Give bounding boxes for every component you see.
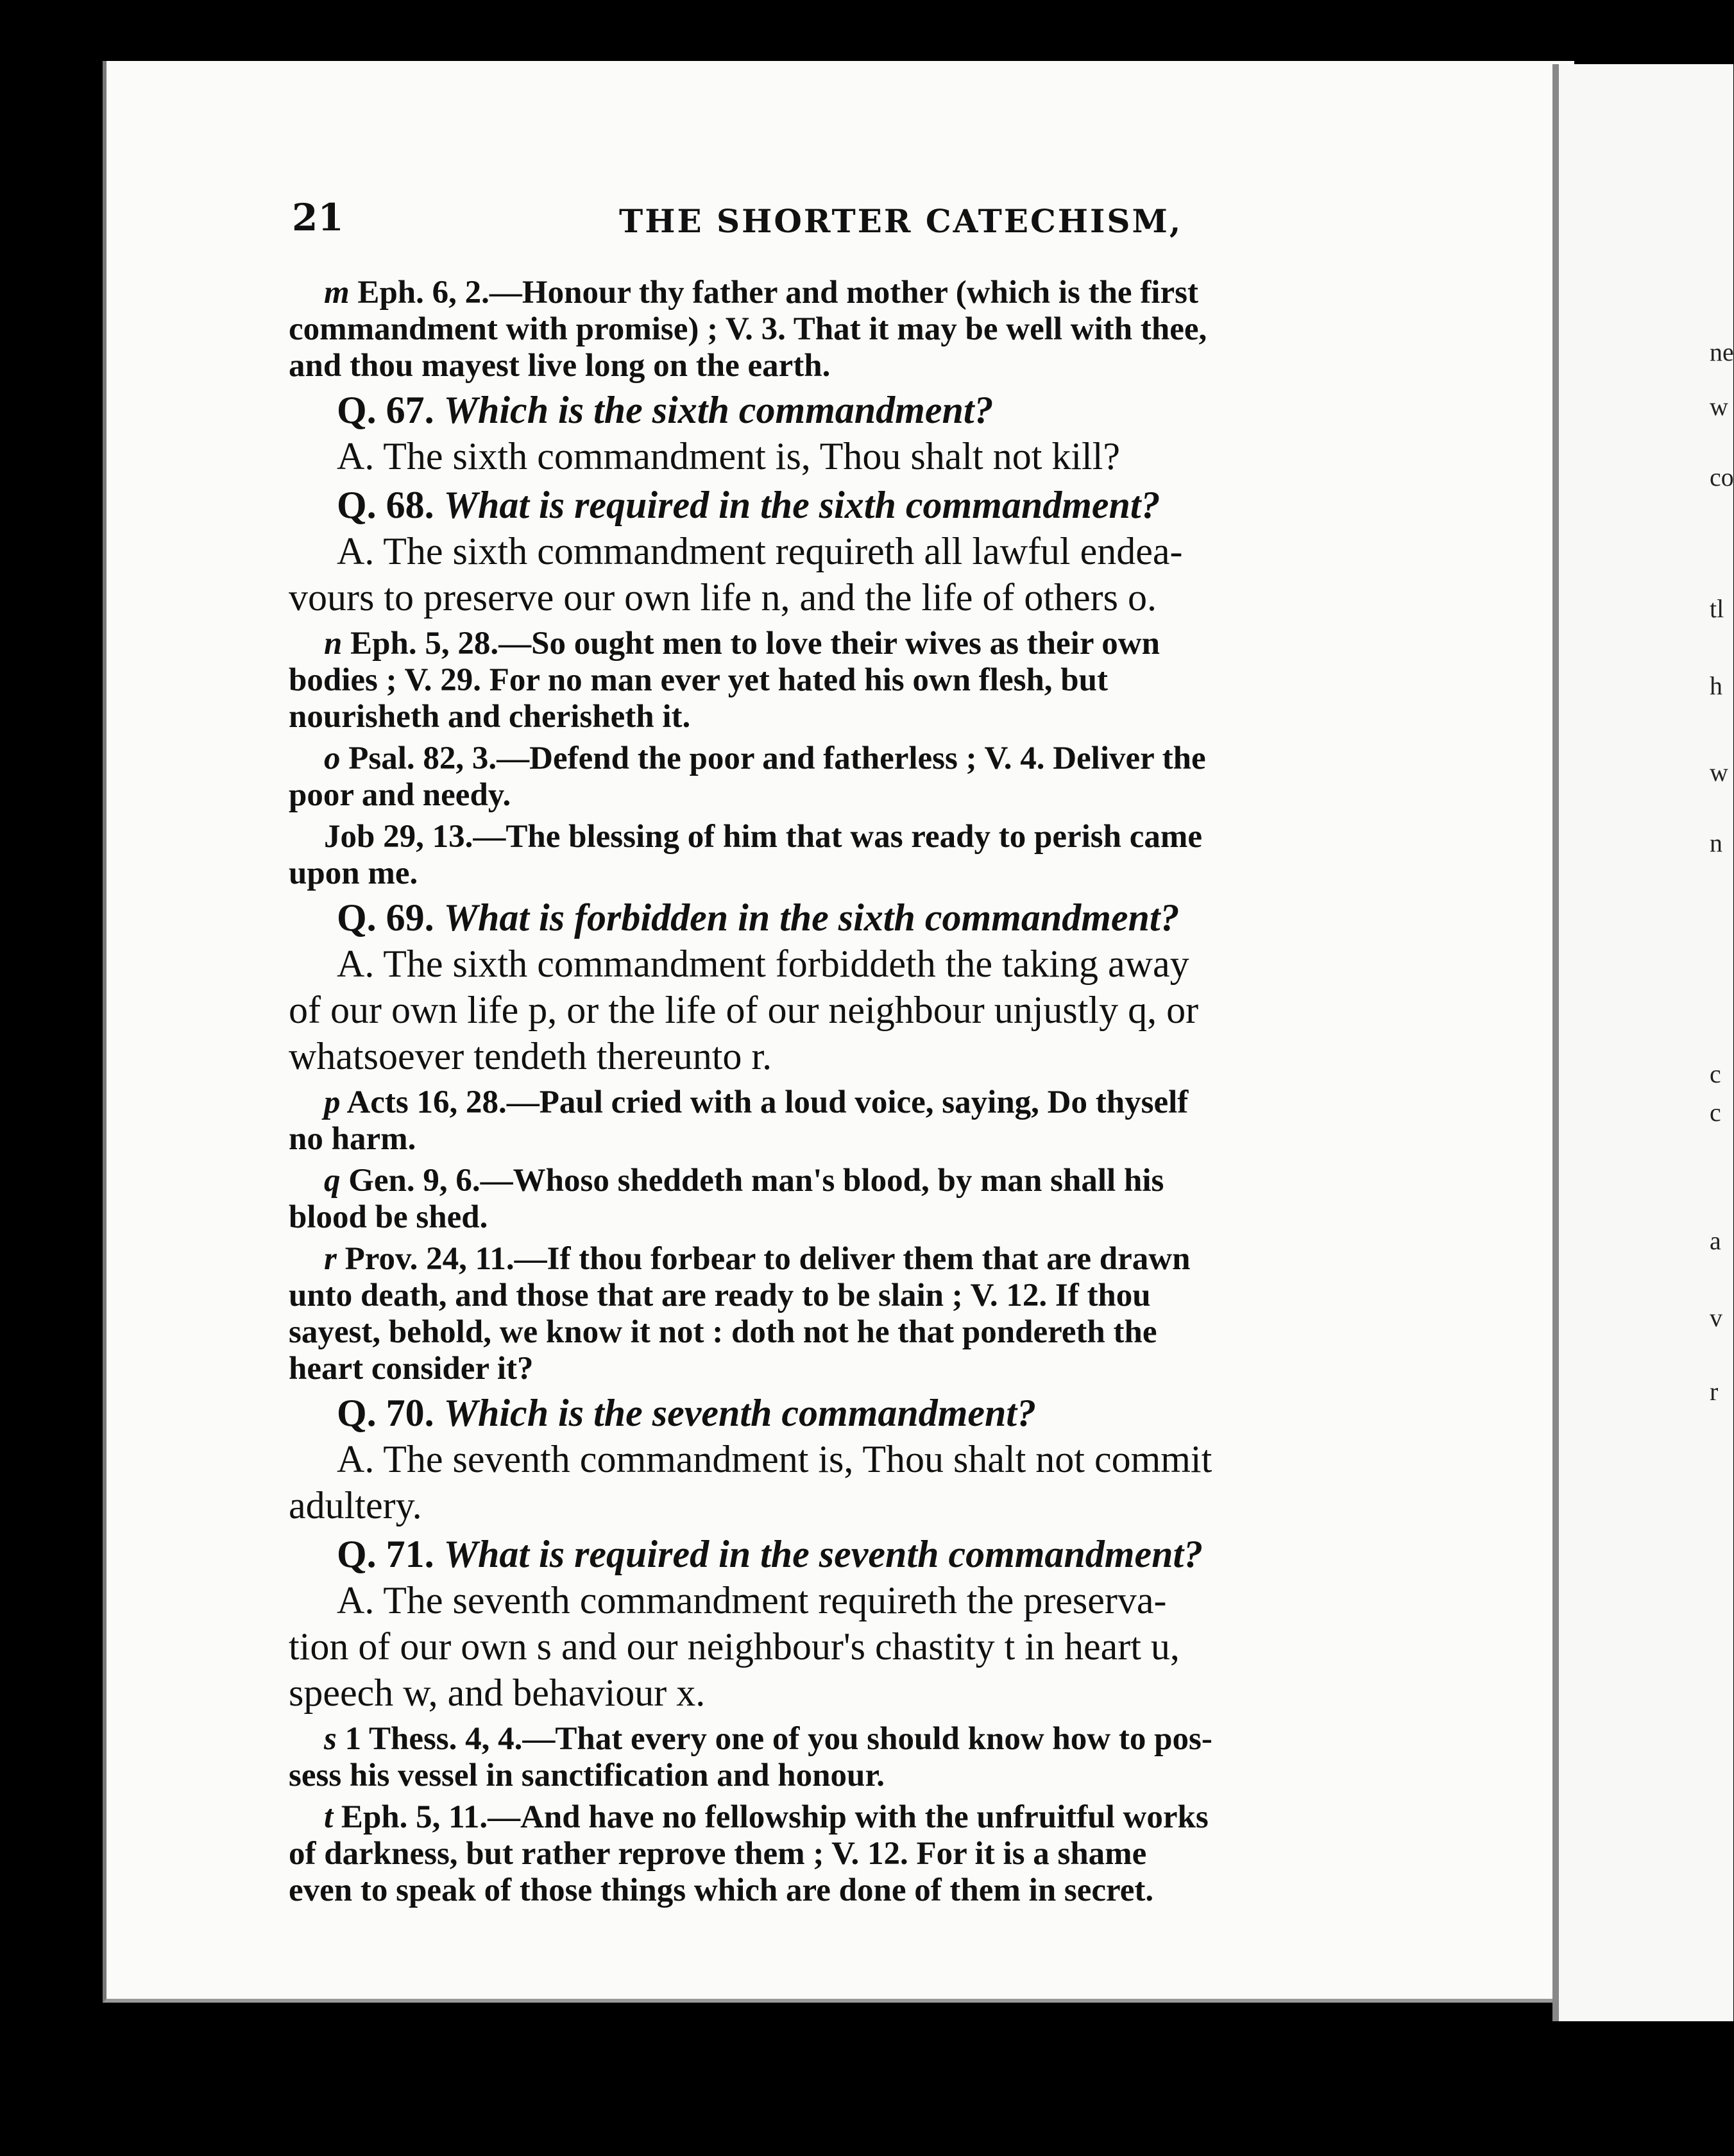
answer-line: vours to preserve our own life n, and the life of others o. bbox=[289, 576, 1157, 619]
proof-line: heart consider it? bbox=[289, 1351, 534, 1387]
proof-letter: n bbox=[324, 626, 343, 662]
edge-fragment: r bbox=[1710, 1377, 1719, 1406]
proof-line: unto death, and those that are ready to be slain ; V. 12. If thou bbox=[289, 1278, 1151, 1313]
question-number: Q. 68. bbox=[337, 484, 434, 526]
scripture-proof bbox=[289, 1084, 1427, 1158]
answer-line: whatsoever tendeth thereunto r. bbox=[289, 1035, 772, 1077]
scripture-proof bbox=[289, 819, 1427, 892]
proof-line: sess his vessel in sanctification and honour. bbox=[289, 1758, 885, 1793]
edge-fragment: v bbox=[1710, 1303, 1722, 1332]
answer-line: tion of our own s and our neighbour's chastity t in heart u, bbox=[289, 1625, 1180, 1668]
question-text: What is forbidden in the sixth commandment? bbox=[443, 896, 1180, 939]
proof-line: of darkness, but rather reprove them ; V. 12. For it is a shame bbox=[289, 1836, 1147, 1872]
answer-line: A. The sixth commandment requireth all lawful endea- bbox=[337, 530, 1183, 572]
answer bbox=[289, 941, 1427, 1079]
scripture-proof bbox=[289, 626, 1427, 735]
question-text: Which is the sixth commandment? bbox=[443, 389, 994, 431]
proof-line: blood be shed. bbox=[289, 1199, 488, 1235]
proof-line: Eph. 5, 11.—And have no fellowship with the unfruitful works bbox=[341, 1799, 1209, 1835]
proof-line: commandment with promise) ; V. 3. That it may be well with thee, bbox=[289, 311, 1207, 347]
proof-line: no harm. bbox=[289, 1121, 416, 1157]
proof-line: Acts 16, 28.—Paul cried with a loud voice, saying, Do thyself bbox=[346, 1084, 1189, 1120]
proof-letter: s bbox=[324, 1721, 337, 1757]
proof-line: nourisheth and cherisheth it. bbox=[289, 699, 691, 735]
proof-line: Prov. 24, 11.—If thou forbear to deliver them that are drawn bbox=[344, 1241, 1191, 1277]
proof-letter: p bbox=[324, 1084, 341, 1120]
edge-fragment: a bbox=[1710, 1226, 1721, 1255]
edge-fragment: w bbox=[1710, 758, 1728, 787]
scripture-proof bbox=[289, 740, 1427, 814]
question-text: What is required in the seventh commandment? bbox=[443, 1533, 1203, 1575]
page-header bbox=[292, 196, 1421, 241]
answer bbox=[289, 528, 1427, 620]
question bbox=[289, 387, 1427, 433]
answer-line: adultery. bbox=[289, 1484, 422, 1527]
question bbox=[289, 1531, 1427, 1577]
edge-fragment: ne bbox=[1710, 338, 1734, 366]
edge-fragment: c bbox=[1710, 1098, 1721, 1127]
edge-fragment: tl bbox=[1710, 594, 1724, 623]
proof-letter: q bbox=[324, 1163, 341, 1199]
proof-letter: t bbox=[324, 1799, 334, 1835]
scripture-proof bbox=[289, 1163, 1427, 1236]
page-body bbox=[289, 270, 1427, 1909]
question-text: Which is the seventh commandment? bbox=[443, 1392, 1037, 1434]
proof-letter: o bbox=[324, 740, 341, 776]
answer bbox=[289, 433, 1427, 479]
proof-line: Psal. 82, 3.—Defend the poor and fatherless ; V. 4. Deliver the bbox=[348, 740, 1206, 776]
answer-line: A. The sixth commandment forbiddeth the taking away bbox=[337, 943, 1189, 985]
question-number: Q. 71. bbox=[337, 1533, 434, 1575]
scripture-proof bbox=[289, 275, 1427, 384]
page-number: 21 bbox=[292, 196, 344, 239]
proof-line: even to speak of those things which are done of them in secret. bbox=[289, 1872, 1154, 1908]
answer-line: A. The seventh commandment requireth the preserva- bbox=[337, 1579, 1167, 1621]
question-number: Q. 70. bbox=[337, 1392, 434, 1434]
proof-line: bodies ; V. 29. For no man ever yet hated his own flesh, but bbox=[289, 662, 1109, 698]
proof-line: Job 29, 13.—The blessing of him that was ready to perish came bbox=[324, 819, 1203, 855]
answer-line: speech w, and behaviour x. bbox=[289, 1672, 706, 1714]
question bbox=[289, 894, 1427, 941]
answer bbox=[289, 1577, 1427, 1716]
edge-fragment: c bbox=[1710, 1059, 1721, 1088]
scripture-proof bbox=[289, 1721, 1427, 1794]
proof-line: Eph. 6, 2.—Honour thy father and mother (which is the first bbox=[357, 275, 1198, 311]
question-text: What is required in the sixth commandment? bbox=[443, 484, 1160, 526]
edge-fragment: w bbox=[1710, 392, 1728, 421]
proof-line: upon me. bbox=[289, 855, 418, 891]
proof-line: sayest, behold, we know it not : doth not he that pondereth the bbox=[289, 1314, 1157, 1350]
answer-line: A. The sixth commandment is, Thou shalt not kill? bbox=[337, 435, 1121, 477]
right-page-edge bbox=[1552, 64, 1733, 2021]
proof-line: and thou mayest live long on the earth. bbox=[289, 348, 831, 384]
scripture-proof bbox=[289, 1799, 1427, 1909]
proof-line: Eph. 5, 28.—So ought men to love their wives as their own bbox=[350, 626, 1160, 662]
proof-line: Gen. 9, 6.—Whoso sheddeth man's blood, by man shall his bbox=[348, 1163, 1164, 1199]
scripture-proof bbox=[289, 1241, 1427, 1387]
running-title: THE SHORTER CATECHISM, bbox=[619, 202, 1183, 240]
edge-fragment: n bbox=[1710, 828, 1722, 857]
answer-line: of our own life p, or the life of our neighbour unjustly q, or bbox=[289, 989, 1199, 1031]
question bbox=[289, 1390, 1427, 1436]
proof-line: poor and needy. bbox=[289, 777, 511, 813]
edge-fragment: h bbox=[1710, 671, 1722, 700]
question bbox=[289, 482, 1427, 528]
answer-line: A. The seventh commandment is, Thou shalt not commit bbox=[337, 1438, 1212, 1480]
edge-fragment: co bbox=[1710, 463, 1734, 492]
proof-line: 1 Thess. 4, 4.—That every one of you should know how to pos- bbox=[344, 1721, 1212, 1757]
proof-letter: r bbox=[324, 1241, 337, 1277]
proof-letter: m bbox=[324, 275, 350, 311]
question-number: Q. 69. bbox=[337, 896, 434, 939]
answer bbox=[289, 1436, 1427, 1528]
question-number: Q. 67. bbox=[337, 389, 434, 431]
